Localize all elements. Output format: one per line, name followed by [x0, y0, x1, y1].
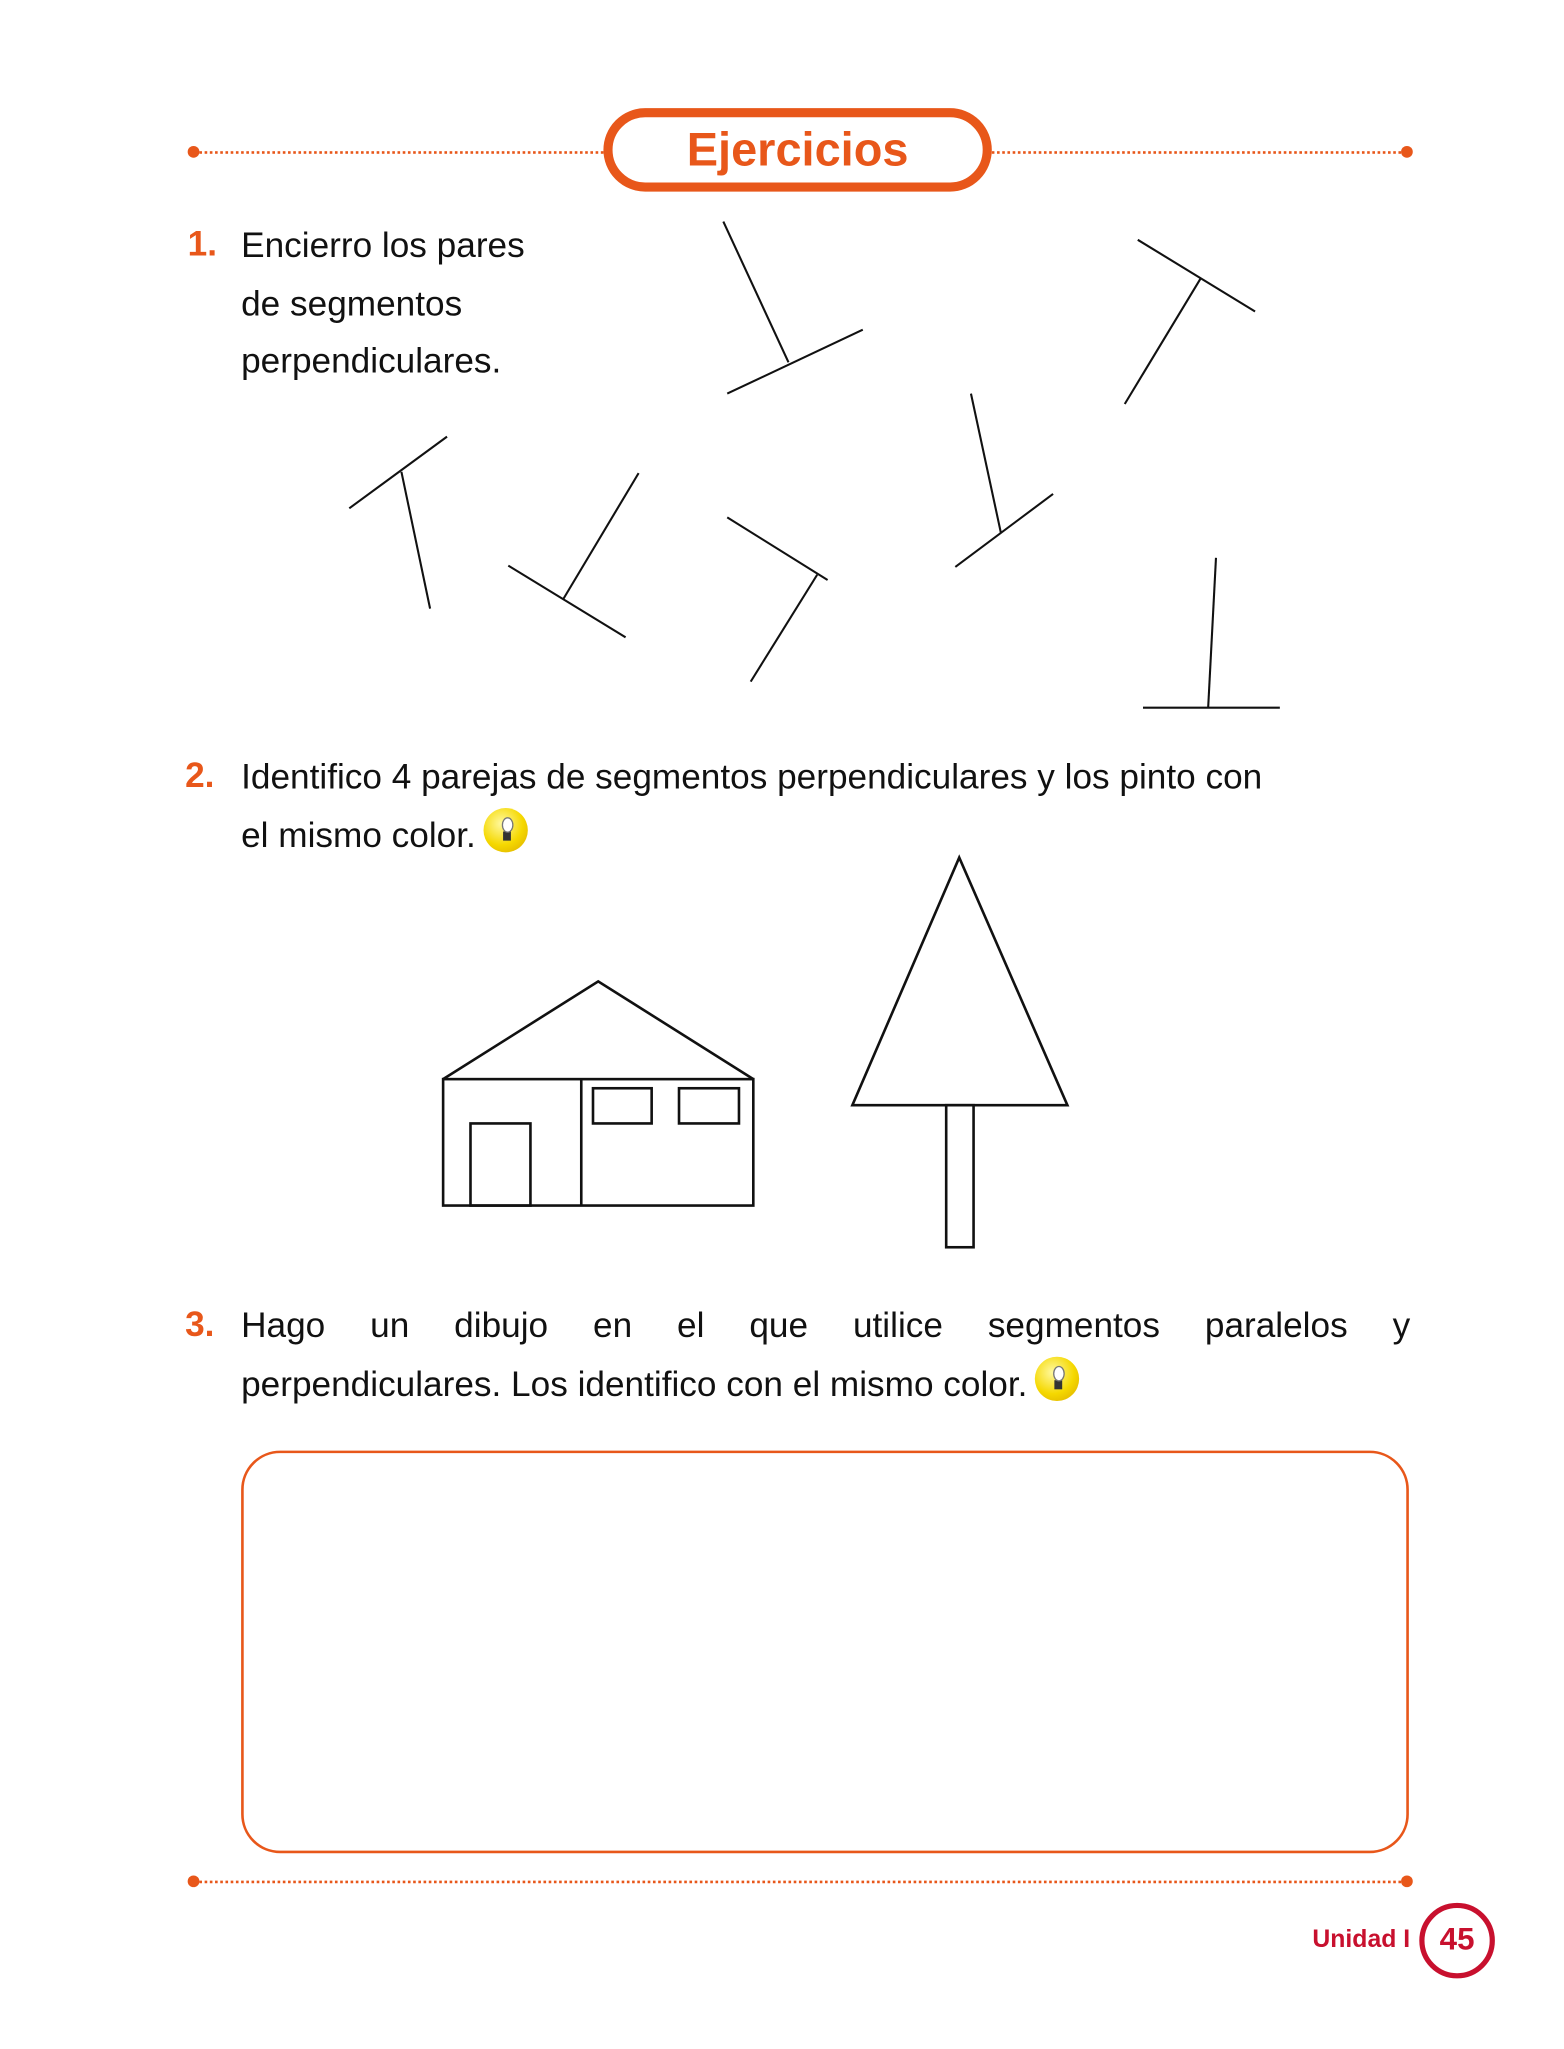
footer-divider [195, 1881, 1404, 1884]
page-number: 45 [1419, 1903, 1495, 1979]
drawing-area[interactable] [241, 1451, 1409, 1854]
exercise-1-line: perpendiculares. [241, 341, 502, 381]
exercise-2-line: el mismo color. [241, 815, 476, 855]
divider-dot [1401, 1875, 1413, 1887]
unit-label: Unidad I [1312, 1926, 1411, 1954]
segment-pair[interactable] [349, 437, 447, 609]
segment-pair[interactable] [1125, 240, 1255, 404]
house-door [470, 1123, 530, 1205]
segment-pair[interactable] [508, 473, 638, 637]
tree-drawing[interactable] [852, 858, 1067, 1248]
segment-pair[interactable] [723, 222, 862, 394]
house-drawing[interactable] [443, 981, 753, 1205]
exercise-2-number: 2. [185, 755, 215, 796]
exercise-1-line: de segmentos [241, 283, 463, 323]
segment-pair[interactable] [1143, 558, 1280, 708]
exercise-2-text [241, 748, 1407, 864]
exercise-2-line: Identifico 4 parejas de segmentos perpendiculares y los pinto con [241, 757, 1263, 797]
segment-pair[interactable] [727, 517, 827, 681]
segment-pair[interactable] [955, 394, 1053, 567]
section-title: Ejercicios [686, 122, 909, 176]
lightbulb-icon [1035, 1356, 1079, 1400]
exercise-3-line: perpendiculares. Los identifico con el mismo color. [241, 1363, 1028, 1404]
exercise-3-line: Hago un dibujo en el que utilice segmentos paralelos y [241, 1305, 1411, 1346]
exercise-1-line: Encierro los pares [241, 225, 525, 265]
exercise-1-number: 1. [187, 224, 218, 264]
house-window [679, 1088, 739, 1123]
house-window [593, 1088, 652, 1123]
divider-dot [188, 1875, 200, 1887]
exercise-3-text [241, 1297, 1410, 1413]
exercise-3-number: 3. [185, 1304, 215, 1344]
lightbulb-icon [484, 807, 528, 851]
